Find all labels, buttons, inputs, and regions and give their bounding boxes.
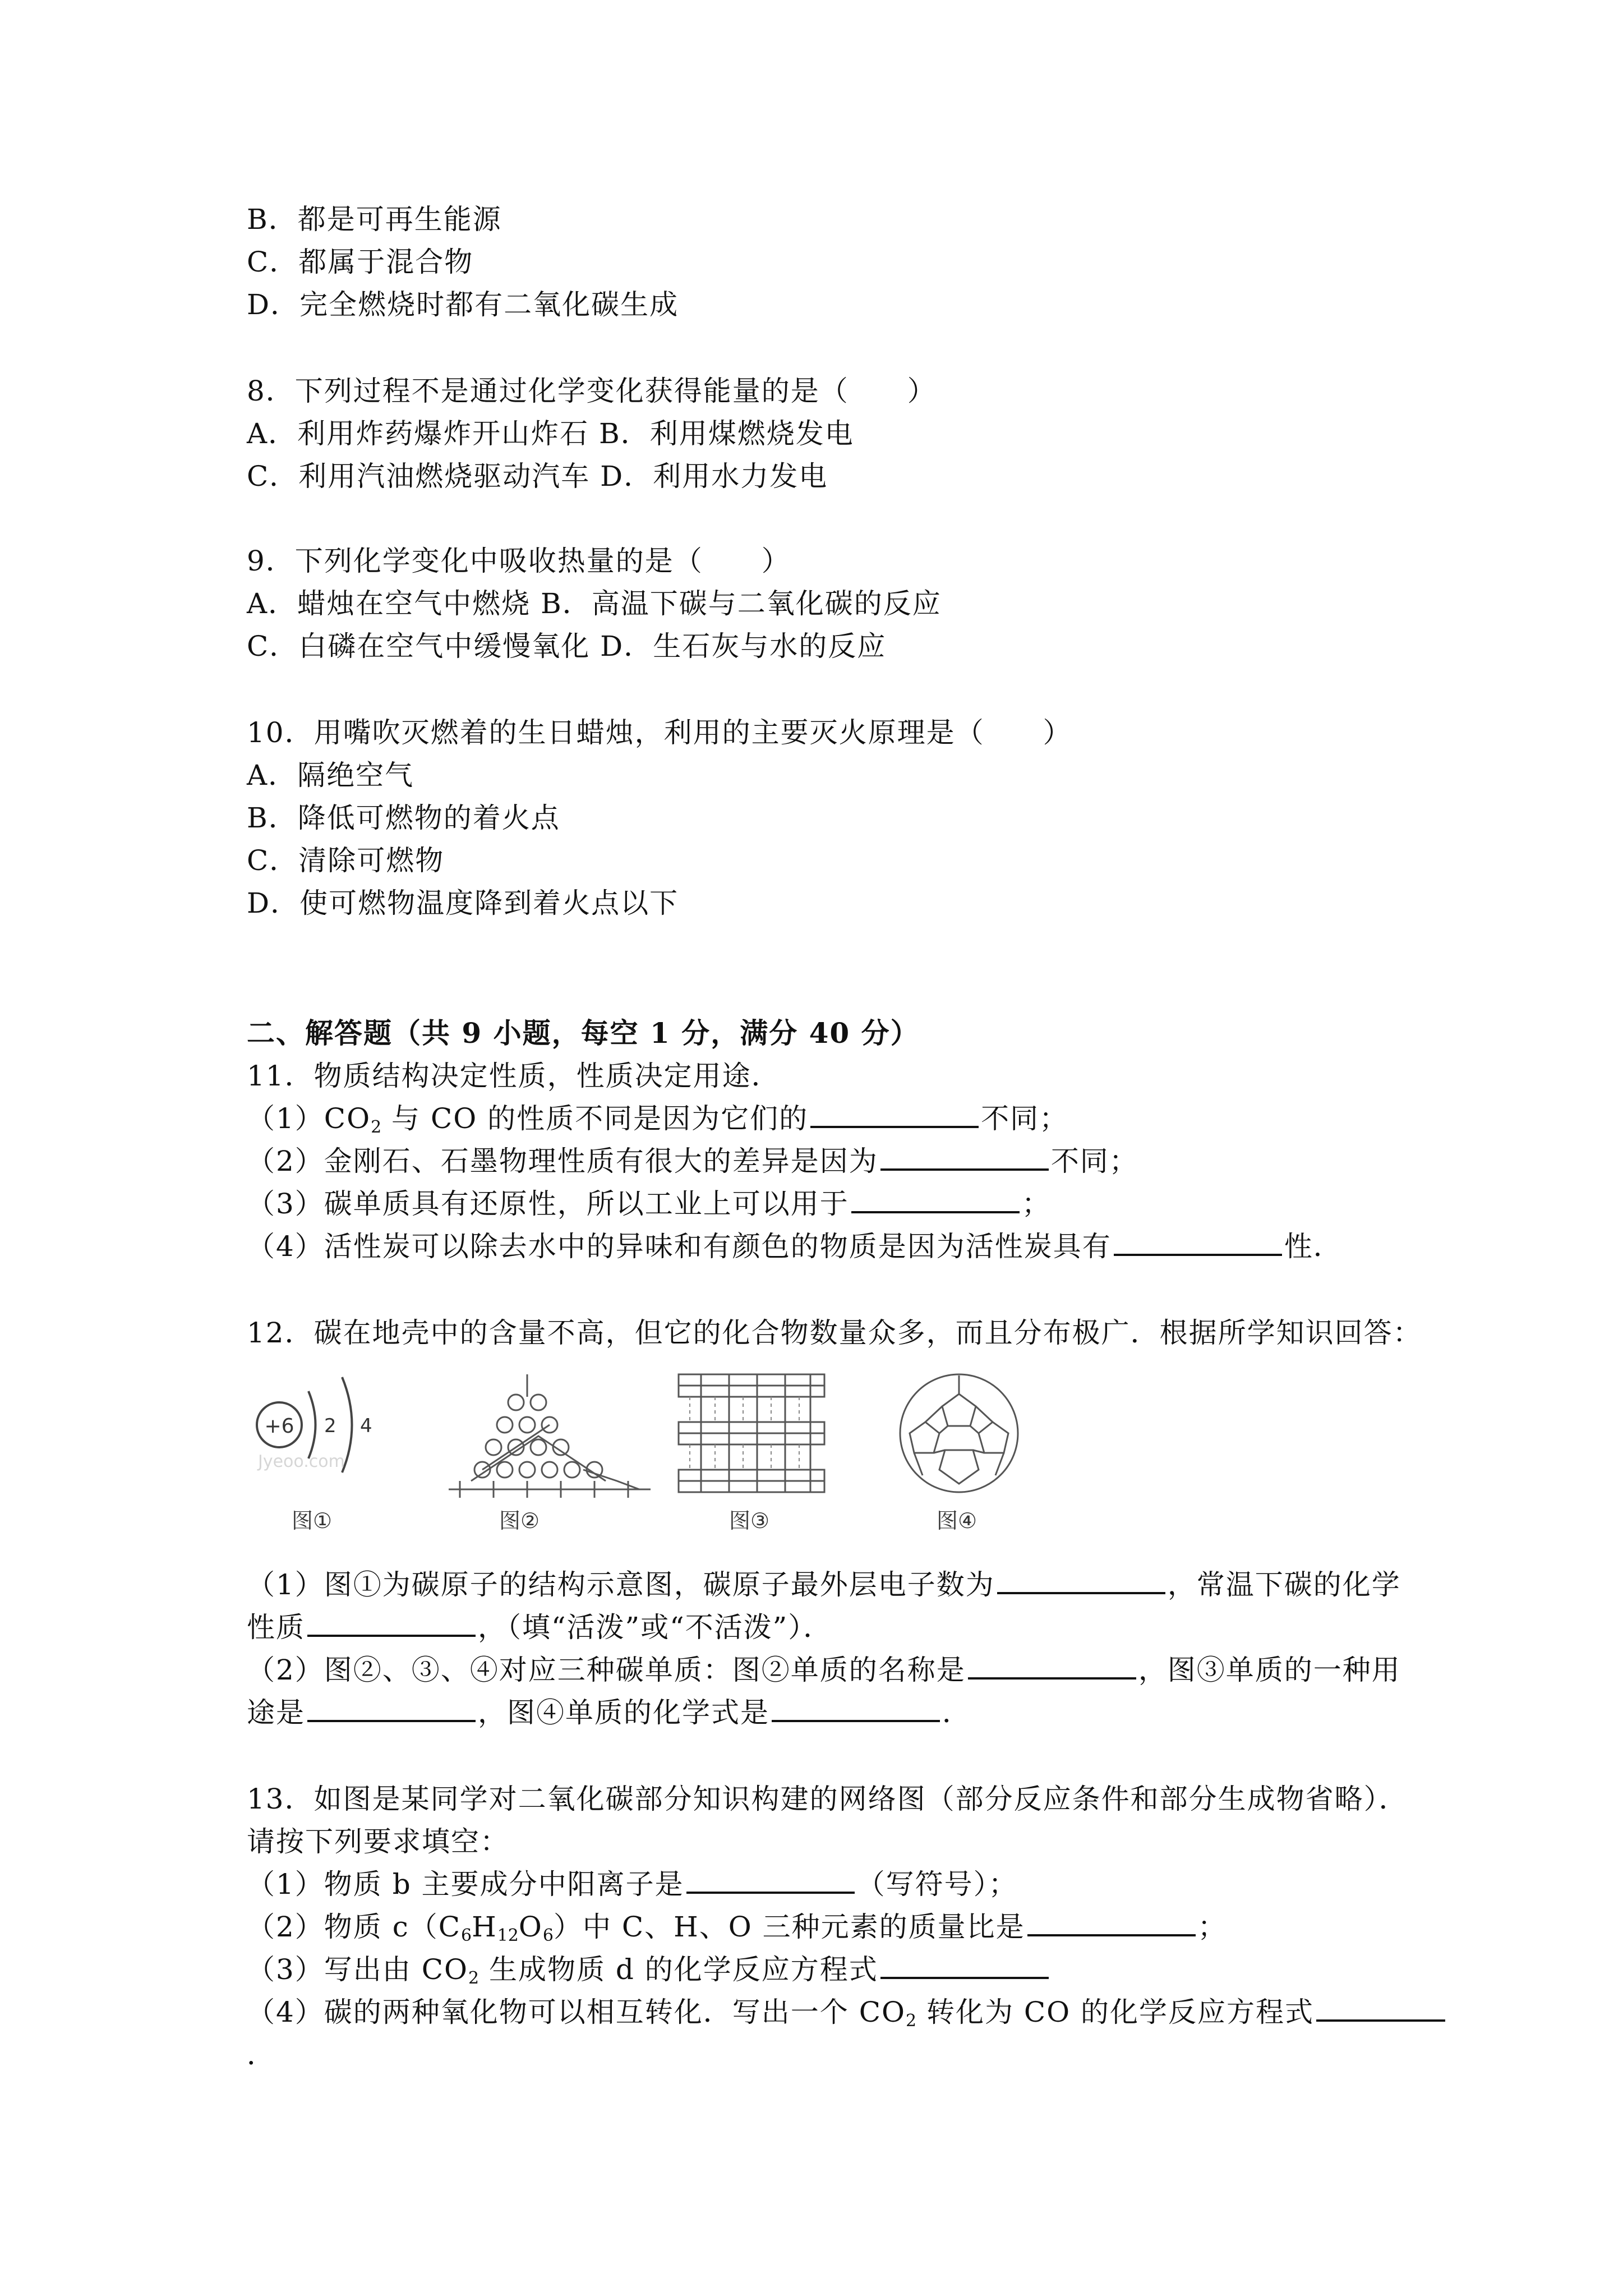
q10-option-d: D．使可燃物温度降到着火点以下	[247, 887, 679, 919]
q13-part4-end: ．	[247, 2039, 276, 2071]
q13-part1: （1）物质 b 主要成分中阳离子是 （写符号）；	[247, 1868, 1018, 1901]
q11-part3: （3）碳单质具有还原性，所以工业上可以用于 ；	[247, 1188, 1051, 1220]
answer-blank[interactable]	[880, 1952, 1049, 1979]
q7-option-d: D．完全燃烧时都有二氧化碳生成	[247, 288, 679, 321]
q13-stem-line2: 请按下列要求填空：	[247, 1825, 509, 1858]
answer-blank[interactable]	[851, 1186, 1020, 1213]
q12-part2-line2: 途是 ，图④单质的化学式是 ．	[247, 1696, 971, 1729]
figure-2-diamond	[437, 1369, 662, 1537]
q8-stem: 8．下列过程不是通过化学变化获得能量的是（ ）	[247, 375, 937, 407]
q13-part2: （2）物质 $c(C_6H_{12}O_6)$中 C、H、O 三种元素的质量比是 ；	[247, 1911, 1227, 1945]
carbon-atom-diagram	[241, 1369, 387, 1498]
q12-part2-line1: （2）图②、③、④对应三种碳单质：图②单质的名称是 ，图③单质的一种用	[247, 1654, 1401, 1686]
answer-blank[interactable]	[1114, 1229, 1282, 1256]
q12-part1-line1: （1）图①为碳原子的结构示意图，碳原子最外层电子数为 ，常温下碳的化学	[247, 1568, 1401, 1601]
q8-options-cd: C．利用汽油燃烧驱动汽车 D．利用水力发电	[247, 460, 828, 493]
answer-blank[interactable]	[880, 1144, 1049, 1171]
figure-1-carbon-atom	[241, 1369, 387, 1537]
q12-stem: 12．碳在地壳中的含量不高，但它的化合物数量众多，而且分布极广．根据所学知识回答：	[247, 1317, 1422, 1349]
watermark: Jyeoo.com	[258, 1452, 345, 1471]
q11-part4: （4）活性炭可以除去水中的异味和有颜色的物质是因为活性炭具有 性．	[247, 1230, 1343, 1263]
figure-1-caption: 图①	[292, 1508, 333, 1533]
figure-2-caption: 图②	[499, 1508, 540, 1533]
q9-options-cd: C．白磷在空气中缓慢氧化 D．生石灰与水的反应	[247, 630, 887, 662]
diamond-structure-diagram	[437, 1369, 662, 1503]
fullerene-structure-diagram	[892, 1369, 1026, 1503]
answer-blank[interactable]	[810, 1101, 979, 1128]
q10-option-c: C．清除可燃物	[247, 844, 445, 877]
answer-blank[interactable]	[997, 1567, 1165, 1594]
q10-stem: 10．用嘴吹灭燃着的生日蜡烛，利用的主要灭火原理是（ ）	[247, 716, 1072, 749]
q12-part1-line2: 性质 ，（填“活泼”或“不活泼”）．	[247, 1611, 833, 1644]
q9-stem: 9．下列化学变化中吸收热量的是（ ）	[247, 545, 791, 577]
q10-option-a: A．隔绝空气	[247, 759, 414, 792]
q8-options-ab: A．利用炸药爆炸开山炸石 B．利用煤燃烧发电	[247, 417, 854, 450]
answer-blank[interactable]	[307, 1695, 476, 1722]
figure-4-fullerene	[892, 1369, 1038, 1537]
section-2-title: 二、解答题（共 9 小题，每空 1 分，满分 40 分）	[247, 1016, 920, 1050]
q7-option-b: B．都是可再生能源	[247, 203, 502, 236]
answer-blank[interactable]	[686, 1867, 855, 1894]
q10-option-b: B．降低可燃物的着火点	[247, 802, 560, 834]
figure-3-caption: 图③	[729, 1508, 770, 1533]
shell-1-electrons: 2	[324, 1415, 336, 1437]
q13-part3: （3）写出由 $CO_2$ 生成物质 d 的化学反应方程式	[247, 1951, 1051, 1997]
figure-3-graphite	[673, 1369, 841, 1537]
figure-4-caption: 图④	[937, 1508, 978, 1533]
answer-blank[interactable]	[1316, 1995, 1445, 2022]
answer-blank[interactable]	[772, 1695, 940, 1722]
q11-part1: $(1)CO_2$ 与 CO 的性质不同是因为它们的 不同；	[247, 1102, 1069, 1137]
shell-2-electrons: 4	[360, 1415, 372, 1437]
q9-options-ab: A．蜡烛在空气中燃烧 B．高温下碳与二氧化碳的反应	[247, 587, 942, 620]
q11-part2: （2）金刚石、石墨物理性质有很大的差异是因为 不同；	[247, 1145, 1138, 1177]
answer-blank[interactable]	[307, 1610, 476, 1637]
q13-part4: （4）碳的两种氧化物可以相互转化．写出一个 $CO_2$ 转化为 CO 的化学反应方程式	[247, 1994, 1447, 2040]
answer-blank[interactable]	[1027, 1910, 1196, 1936]
q13-stem-line1: 13．如图是某同学对二氧化碳部分知识构建的网络图（部分反应条件和部分生成物省略）．	[247, 1783, 1408, 1815]
nucleus-charge: +6	[264, 1415, 294, 1438]
q7-option-c: C．都属于混合物	[247, 246, 474, 278]
q11-stem: 11．物质结构决定性质，性质决定用途．	[247, 1060, 781, 1092]
answer-blank[interactable]	[968, 1653, 1136, 1680]
graphite-structure-diagram	[673, 1369, 841, 1503]
